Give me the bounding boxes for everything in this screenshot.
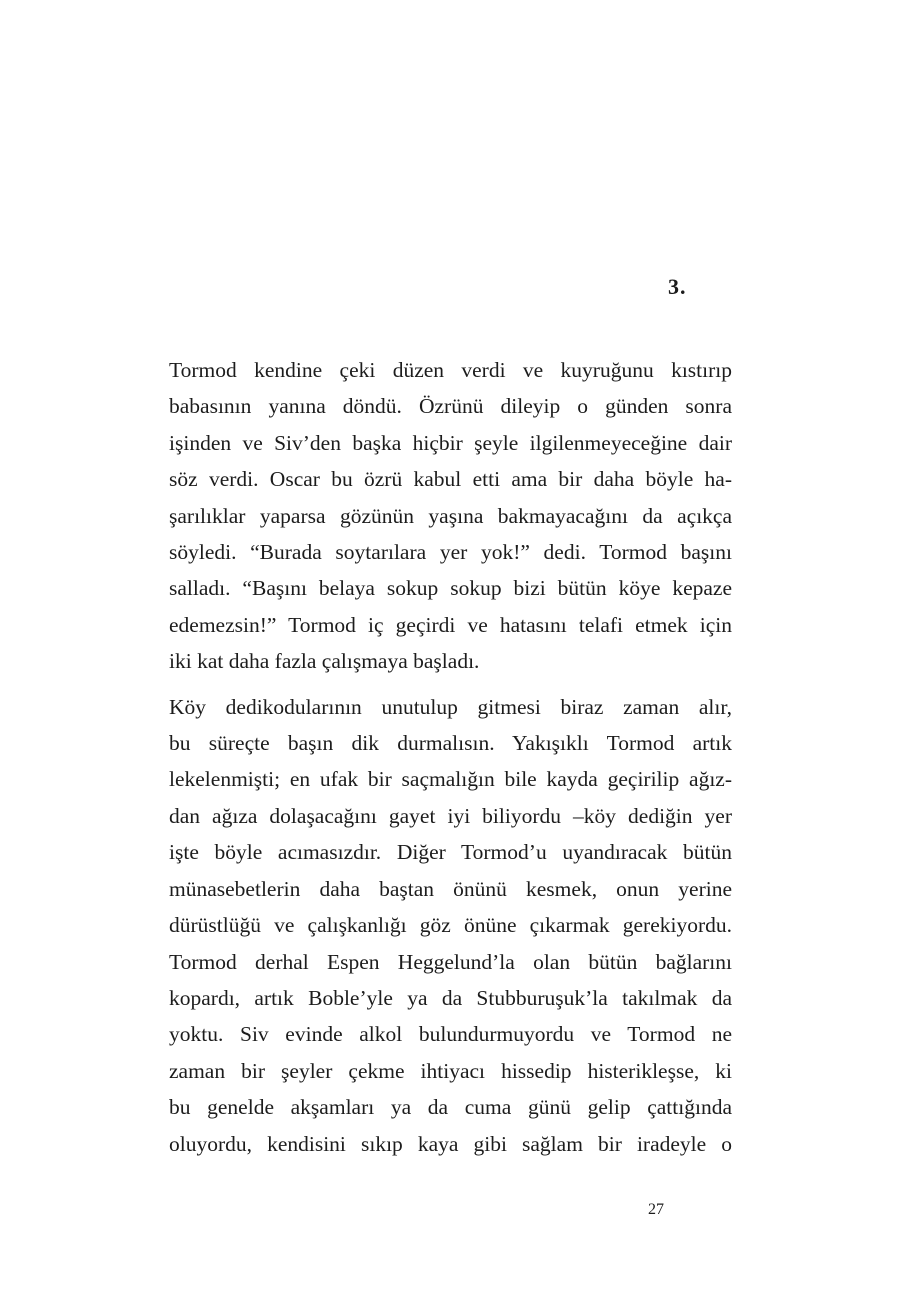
text-line: dan ağıza dolaşacağını gayet iyi biliyordu –köy dediğin yer	[169, 803, 732, 828]
text-line: babasının yanına döndü. Özrünü dileyip o günden sonra	[169, 394, 732, 419]
paragraph-2	[169, 689, 732, 1162]
text-line: iki kat daha fazla çalışmaya başladı.	[169, 649, 480, 674]
text-line: dürüstlüğü ve çalışkanlığı göz önüne çıkarmak gerekiyordu.	[169, 913, 732, 938]
text-line: zaman bir şeyler çekme ihtiyacı hissedip histerikleşse, ki	[169, 1058, 732, 1083]
text-line: salladı. “Başını belaya sokup sokup bizi bütün köye kepaze	[169, 576, 732, 601]
text-line: bu genelde akşamları ya da cuma günü gelip çattığında	[169, 1095, 732, 1120]
text-line: edemezsin!” Tormod iç geçirdi ve hatasını telafi etmek için	[169, 612, 732, 637]
text-line: kopardı, artık Boble’yle ya da Stubburuşuk’la takılmak da	[169, 985, 732, 1010]
page-number: 27	[648, 1201, 664, 1218]
text-line: şarılıklar yaparsa gözünün yaşına bakmayacağını da açıkça	[169, 503, 732, 528]
body-text	[169, 352, 732, 1162]
text-line: işinden ve Siv’den başka hiçbir şeyle ilgilenmeyeceğine dair	[169, 430, 732, 455]
text-line: Tormod kendine çeki düzen verdi ve kuyruğunu kıstırıp	[169, 358, 732, 382]
chapter-number: 3.	[668, 274, 687, 299]
paragraph-1	[169, 352, 732, 680]
text-line: bu süreçte başın dik durmalısın. Yakışıklı Tormod artık	[169, 731, 732, 756]
text-line: yoktu. Siv evinde alkol bulundurmuyordu ve Tormod ne	[169, 1022, 732, 1047]
text-line: söyledi. “Burada soytarılara yer yok!” dedi. Tormod başını	[169, 540, 732, 565]
text-line: oluyordu, kendisini sıkıp kaya gibi sağlam bir iradeyle o	[169, 1131, 732, 1156]
text-line: münasebetlerin daha baştan önünü kesmek, onun yerine	[169, 876, 732, 901]
text-line: işte böyle acımasızdır. Diğer Tormod’u uyandıracak bütün	[169, 840, 732, 865]
text-line: söz verdi. Oscar bu özrü kabul etti ama bir daha böyle ha-	[169, 467, 732, 492]
text-line: lekelenmişti; en ufak bir saçmalığın bile kayda geçirilip ağız-	[169, 767, 732, 792]
text-line: Köy dedikodularının unutulup gitmesi biraz zaman alır,	[169, 694, 732, 719]
text-line: Tormod derhal Espen Heggelund’la olan bütün bağlarını	[169, 949, 732, 974]
